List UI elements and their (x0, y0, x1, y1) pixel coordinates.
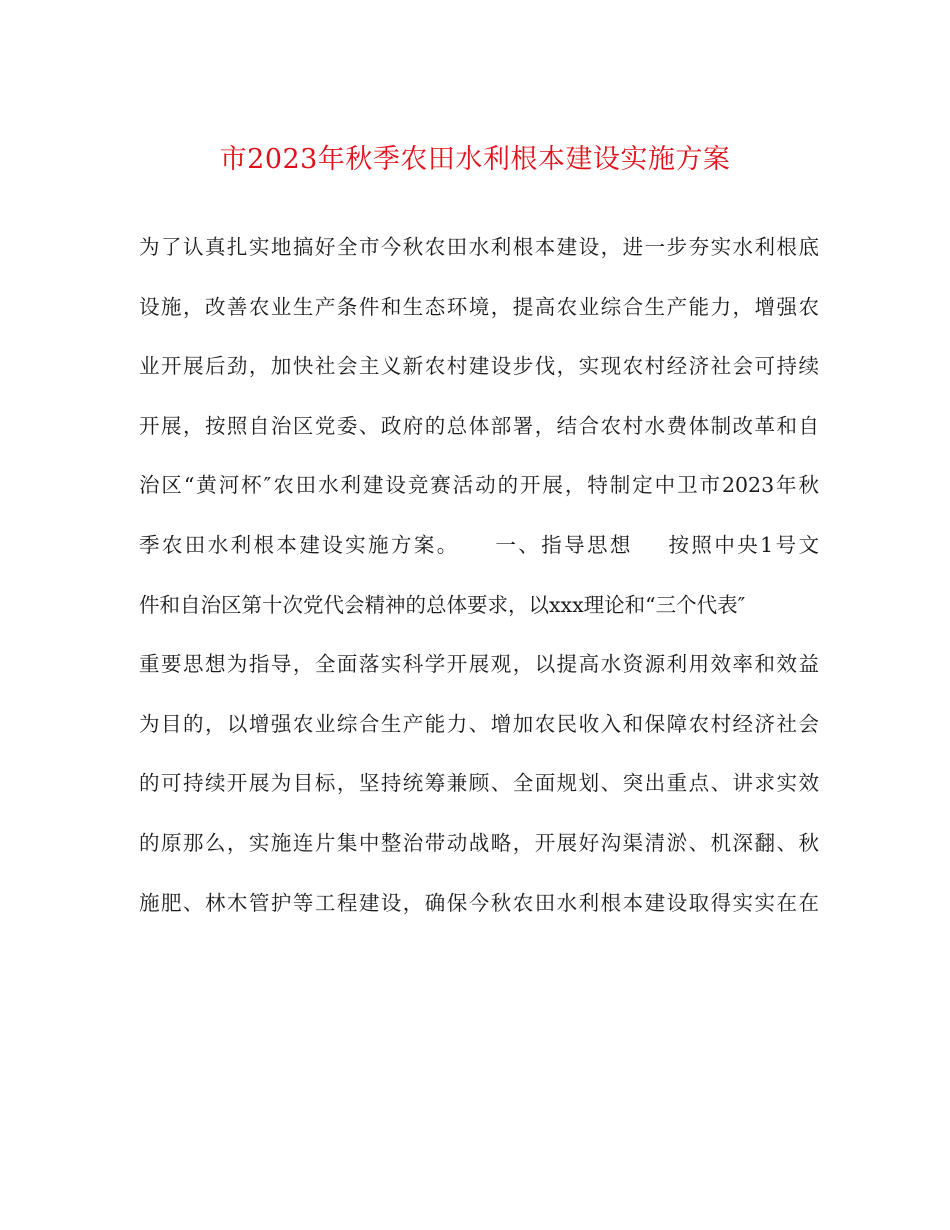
body-line: 施肥、林木管护等工程建设，确保今秋农田水利根本建设取得实实在在 (139, 890, 819, 915)
body-line: 的可持续开展为目标，坚持统筹兼顾、全面规划、突出重点、讲求实效 (139, 771, 819, 796)
body-line: 治区“黄河杯″农田水利建设竞赛活动的开展，特制定中卫市2023年秋 (139, 473, 819, 498)
document-body (139, 223, 819, 938)
body-line: 开展，按照自治区党委、政府的总体部署，结合农村水费体制改革和自 (139, 413, 819, 438)
body-line: 重要思想为指导，全面落实科学开展观，以提高水资源利用效率和效益 (139, 652, 819, 677)
body-line: 设施，改善农业生产条件和生态环境，提高农业综合生产能力，增强农 (139, 294, 819, 319)
body-line: 为了认真扎实地搞好全市今秋农田水利根本建设，进一步夯实水利根底 (139, 235, 819, 259)
body-line: 的原那么，实施连片集中整治带动战略，开展好沟渠清淤、机深翻、秋 (139, 830, 819, 855)
body-line: 为目的，以增强农业综合生产能力、增加农民收入和保障农村经济社会 (139, 711, 819, 736)
body-line: 业开展后劲，加快社会主义新农村建设步伐，实现农村经济社会可持续 (139, 354, 819, 379)
document-title: 市2023年秋季农田水利根本建设实施方案 (219, 144, 731, 175)
body-line: 季农田水利根本建设实施方案。 一、指导思想 按照中央1号文 (139, 532, 819, 557)
body-line: 件和自治区第十次党代会精神的总体要求，以xxx理论和“三个代表″ (139, 592, 746, 617)
